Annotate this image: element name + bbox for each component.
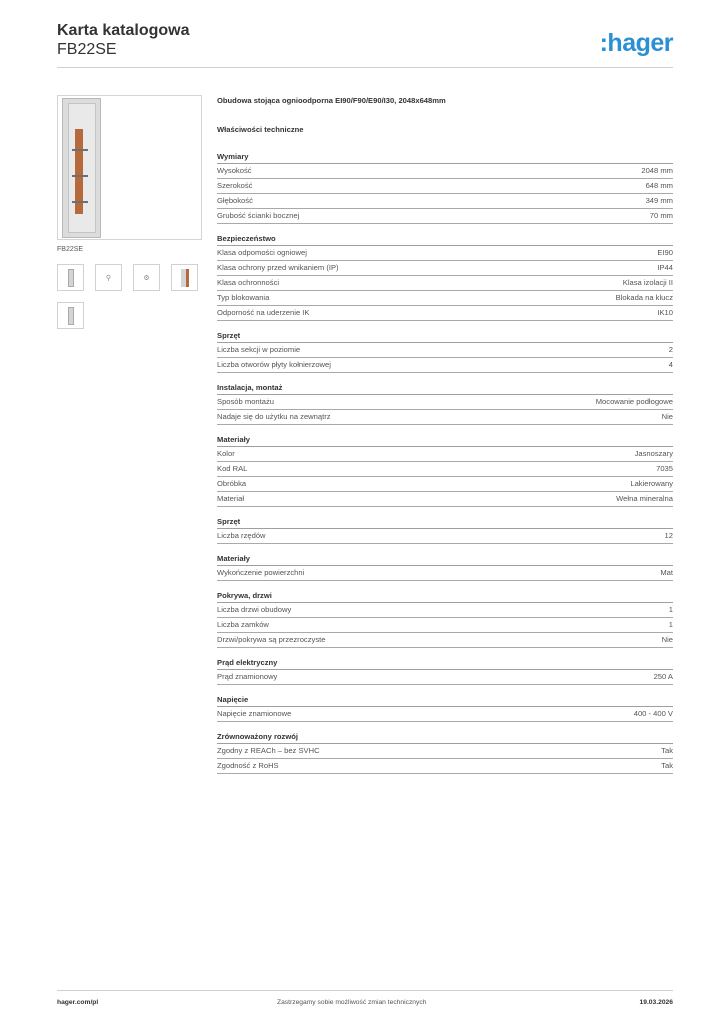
spec-value: 648 mm: [645, 181, 673, 190]
spec-row: [217, 603, 673, 618]
cabinet-shelf-shape: [72, 149, 88, 151]
spec-label: Kod RAL: [217, 464, 248, 473]
spec-row: [217, 670, 673, 685]
spec-label: Liczba zamków: [217, 620, 269, 629]
spec-value: Mocowanie podłogowe: [595, 397, 673, 406]
image-caption: FB22SE: [57, 246, 84, 253]
thumbnail-strip: [57, 264, 202, 329]
thumbnail-2[interactable]: [95, 264, 122, 291]
spec-group-title: Napięcie: [217, 693, 673, 707]
spec-group: [217, 433, 673, 507]
spec-group-title: Materiały: [217, 552, 673, 566]
spec-label: Obróbka: [217, 479, 247, 488]
spec-label: Liczba rzędów: [217, 531, 266, 540]
spec-row: [217, 529, 673, 544]
spec-group: [217, 589, 673, 648]
spec-value: 2: [668, 345, 673, 354]
spec-value: 1: [668, 605, 673, 614]
thumbnail-5[interactable]: [57, 302, 84, 329]
cabinet-shelf-shape: [72, 175, 88, 177]
spec-label: Klasa ochrony przed wnikaniem (IP): [217, 263, 339, 272]
spec-group-title: Bezpieczeństwo: [217, 232, 673, 246]
product-main-image[interactable]: [57, 95, 202, 240]
spec-label: Wysokość: [217, 166, 252, 175]
cabinet-thumb-icon: [68, 269, 74, 287]
spec-row: [217, 566, 673, 581]
spec-label: Szerokość: [217, 181, 253, 190]
spec-group-title: Sprzęt: [217, 329, 673, 343]
spec-group: [217, 552, 673, 581]
spec-value: 250 A: [653, 672, 673, 681]
thumbnail-3[interactable]: [133, 264, 160, 291]
spec-group-title: Zrównoważony rozwój: [217, 730, 673, 744]
spec-value: Jasnoszary: [634, 449, 673, 458]
spec-group: [217, 232, 673, 321]
spec-value: 2048 mm: [641, 166, 673, 175]
spec-label: Liczba drzwi obudowy: [217, 605, 292, 614]
spec-row: [217, 618, 673, 633]
spec-row: [217, 209, 673, 224]
spec-row: [217, 395, 673, 410]
spec-row: [217, 291, 673, 306]
page-header: [57, 20, 673, 68]
spec-group-title: Instalacja, montaż: [217, 381, 673, 395]
spec-group: [217, 656, 673, 685]
website-link[interactable]: hager.com/pl: [57, 999, 99, 1006]
spec-group: [217, 693, 673, 722]
spec-value: IK10: [657, 308, 673, 317]
spec-value: 7035: [656, 464, 673, 473]
spec-row: [217, 306, 673, 321]
spec-value: Tak: [661, 746, 673, 755]
spec-row: [217, 179, 673, 194]
spec-group: [217, 515, 673, 544]
technical-change-notice: Zastrzegamy sobie możliwość zmian technicznych: [277, 999, 427, 1006]
spec-row: [217, 477, 673, 492]
hager-logo: :hager: [599, 29, 673, 57]
spec-value: 400 - 400 V: [633, 709, 673, 718]
thumbnail-4[interactable]: [171, 264, 198, 291]
spec-value: 4: [668, 360, 673, 369]
spec-row: [217, 447, 673, 462]
spec-label: Sposób montażu: [217, 397, 274, 406]
spec-value: Nie: [661, 635, 673, 644]
spec-label: Liczba otworów płyty kołnierzowej: [217, 360, 331, 369]
spec-row: [217, 759, 673, 774]
spec-label: Klasa odpomości ogniowej: [217, 248, 307, 257]
spec-label: Materiał: [217, 494, 245, 503]
spec-label: Kolor: [217, 449, 235, 458]
spec-group: [217, 381, 673, 425]
document-subtitle: FB22SE: [57, 41, 117, 58]
document-title: Karta katalogowa: [57, 22, 190, 39]
product-gallery: [57, 95, 202, 329]
document-date: 19.03.2026: [639, 999, 673, 1006]
spec-label: Liczba sekcji w poziomie: [217, 345, 301, 354]
spec-row: [217, 410, 673, 425]
spec-group: [217, 150, 673, 224]
specification-groups: [217, 150, 673, 774]
spec-row: [217, 744, 673, 759]
spec-value: 1: [668, 620, 673, 629]
spec-label: Zgodny z REACh – bez SVHC: [217, 746, 320, 755]
spec-row: [217, 707, 673, 722]
spec-value: 349 mm: [645, 196, 673, 205]
spec-label: Nadaje się do użytku na zewnątrz: [217, 412, 331, 421]
spec-label: Odporność na uderzenie IK: [217, 308, 310, 317]
spec-group-title: Materiały: [217, 433, 673, 447]
spec-label: Zgodność z RoHS: [217, 761, 279, 770]
spec-value: Nie: [661, 412, 673, 421]
spec-value: 12: [664, 531, 673, 540]
product-title: Obudowa stojąca ognioodporna EI90/F90/E90/I30, 2048x648mm: [217, 96, 446, 105]
spec-group: [217, 730, 673, 774]
detail-thumb-icon: ⚲: [105, 274, 112, 282]
spec-value: Klasa izolacji II: [622, 278, 673, 287]
spec-value: EI90: [657, 248, 673, 257]
spec-value: 70 mm: [649, 211, 673, 220]
spec-label: Klasa ochronności: [217, 278, 280, 287]
side-view-thumb-icon: [68, 307, 74, 325]
open-door-thumb-icon: [181, 269, 189, 287]
spec-label: Głębokość: [217, 196, 253, 205]
spec-group-title: Pokrywa, drzwi: [217, 589, 673, 603]
spec-row: [217, 164, 673, 179]
spec-value: Blokada na klucz: [615, 293, 673, 302]
spec-row: [217, 261, 673, 276]
accessory-thumb-icon: ⚙: [143, 274, 150, 282]
spec-label: Napięcie znamionowe: [217, 709, 292, 718]
spec-group: [217, 329, 673, 373]
page-footer: [57, 990, 673, 1006]
spec-label: Wykończenie powierzchni: [217, 568, 305, 577]
spec-label: Prąd znamionowy: [217, 672, 278, 681]
spec-label: Typ blokowania: [217, 293, 270, 302]
spec-row: [217, 633, 673, 648]
specification-content: [217, 96, 673, 782]
cabinet-image-icon: [62, 98, 101, 238]
spec-row: [217, 462, 673, 477]
spec-group-title: Wymiary: [217, 150, 673, 164]
spec-row: [217, 492, 673, 507]
spec-group-title: Sprzęt: [217, 515, 673, 529]
spec-value: Mat: [660, 568, 673, 577]
cabinet-shelf-shape: [72, 201, 88, 203]
spec-row: [217, 246, 673, 261]
spec-value: Tak: [661, 761, 673, 770]
spec-row: [217, 276, 673, 291]
spec-value: Lakierowany: [630, 479, 673, 488]
spec-row: [217, 343, 673, 358]
thumbnail-1[interactable]: [57, 264, 84, 291]
spec-label: Grubość ścianki bocznej: [217, 211, 300, 220]
spec-value: IP44: [657, 263, 673, 272]
spec-label: Drzwi/pokrywa są przezroczyste: [217, 635, 326, 644]
spec-row: [217, 358, 673, 373]
spec-group-title: Prąd elektryczny: [217, 656, 673, 670]
spec-value: Wełna mineralna: [616, 494, 673, 503]
technical-properties-heading: Właściwości techniczne: [217, 125, 304, 134]
spec-row: [217, 194, 673, 209]
